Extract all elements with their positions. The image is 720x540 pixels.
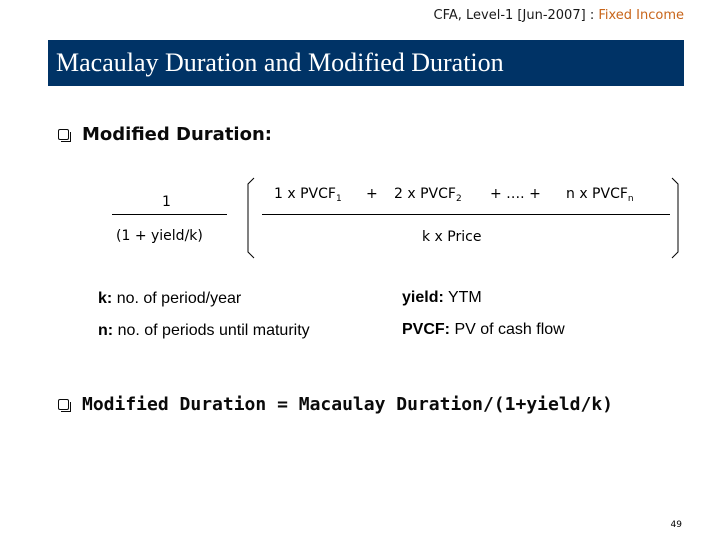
def-n-text: no. of periods until maturity (117, 322, 310, 339)
def-pvcf (402, 321, 565, 339)
right-paren-icon (670, 176, 682, 260)
numerator-term-1 (274, 186, 342, 204)
def-yield (402, 289, 482, 307)
term1-prefix: 1 x PVCF (274, 186, 336, 202)
def-pvcf-text: PV of cash flow (454, 321, 565, 338)
checkbox-bullet-icon (58, 129, 69, 140)
def-n (98, 322, 310, 340)
checkbox-bullet-icon (58, 399, 69, 410)
left-fraction-rule (112, 214, 227, 215)
def-k-text: no. of period/year (116, 290, 242, 307)
bullet1-text: Modified Duration: (82, 124, 272, 145)
header-line (434, 8, 685, 23)
slide-title: Macaulay Duration and Modified Duration (48, 40, 684, 86)
left-denominator: (1 + yield/k) (116, 228, 203, 244)
bullet-modified-duration-formula (58, 394, 613, 415)
header-topic: Fixed Income (598, 8, 684, 23)
def-pvcf-label: PVCF: (402, 321, 450, 338)
term2-sub: 2 (455, 194, 462, 204)
term2-prefix: 2 x PVCF (394, 186, 456, 202)
page-number: 49 (670, 520, 682, 530)
bullet-modified-duration (58, 124, 272, 145)
left-numerator: 1 (162, 194, 171, 210)
bullet2-text: Modified Duration = Macaulay Duration/(1+yield/k) (82, 394, 614, 415)
def-k-label: k: (98, 290, 113, 307)
ellipsis-terms: + …. + (490, 186, 541, 202)
term1-sub: 1 (335, 194, 342, 204)
termn-prefix: n x PVCF (566, 186, 628, 202)
def-k (98, 290, 241, 308)
def-n-label: n: (98, 322, 114, 339)
termn-sub: n (627, 194, 634, 204)
numerator-term-2 (394, 186, 462, 204)
plus-sign: + (366, 186, 378, 202)
right-fraction-rule (262, 214, 670, 215)
numerator-term-n (566, 186, 634, 204)
def-yield-label: yield: (402, 289, 444, 306)
left-paren-icon (244, 176, 256, 260)
def-yield-text: YTM (447, 289, 482, 306)
right-denominator: k x Price (422, 229, 482, 245)
header-separator: : (589, 8, 595, 23)
header-course: CFA, Level-1 [Jun-2007] (433, 8, 586, 23)
